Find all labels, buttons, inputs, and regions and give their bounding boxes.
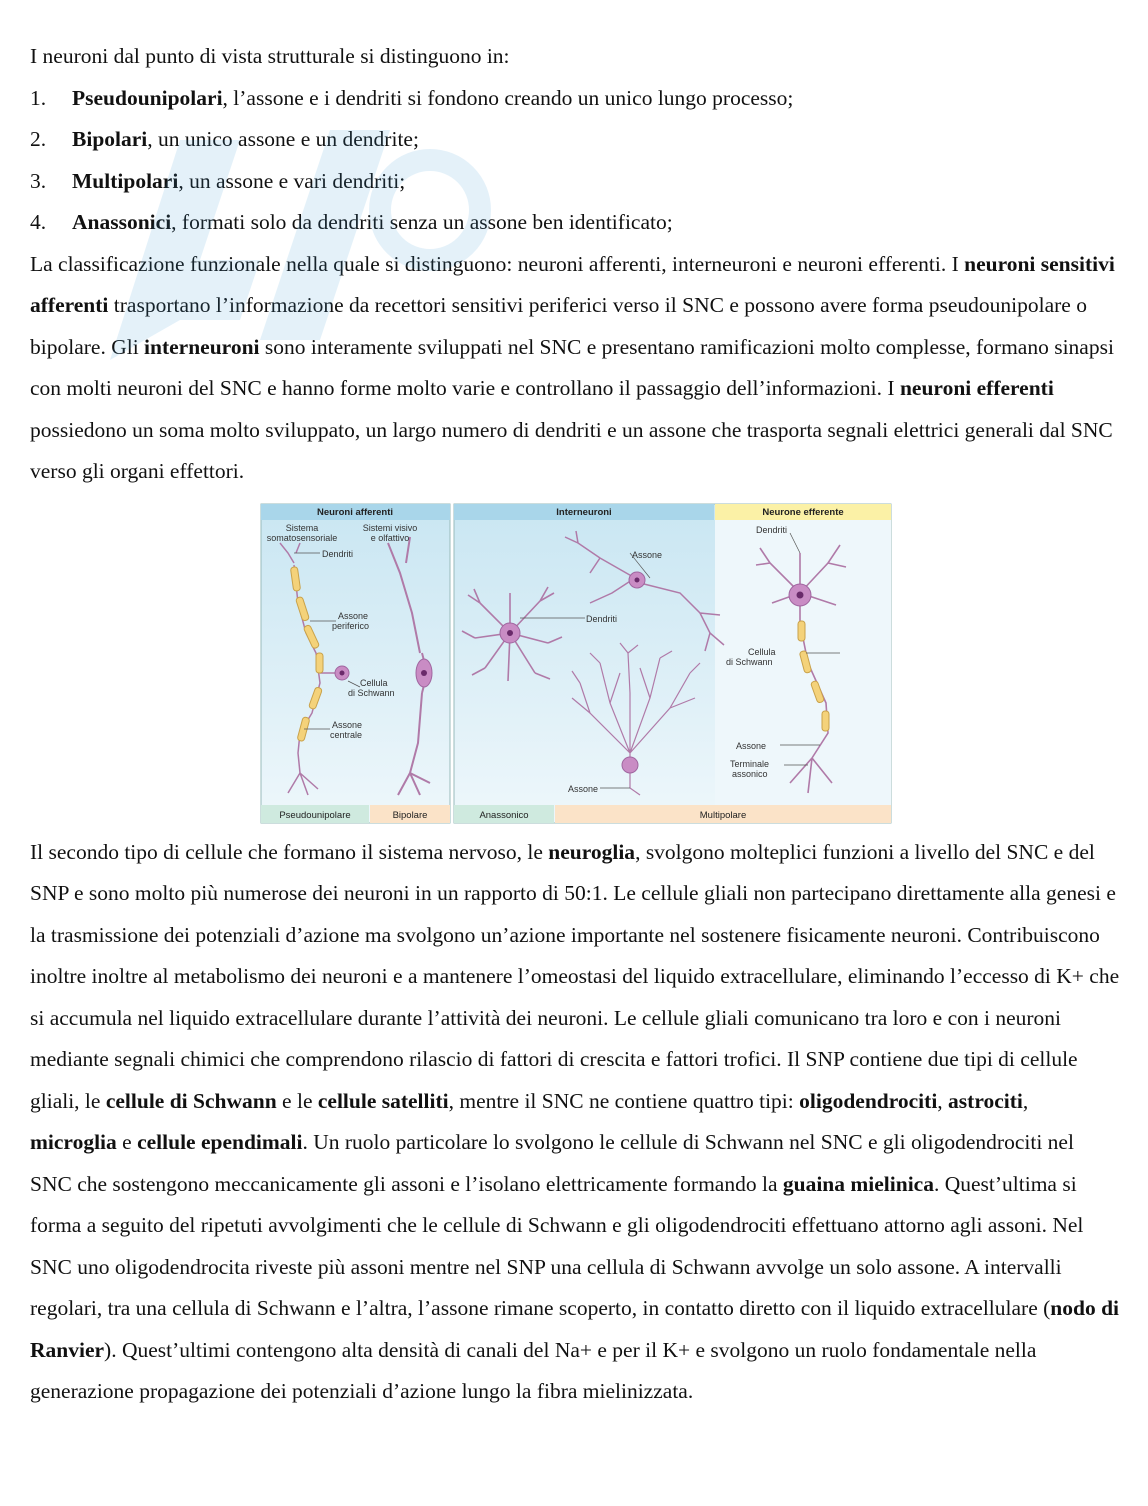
list-item: 2. Bipolari, un unico assone e un dendrite; (30, 127, 419, 151)
svg-text:Dendriti: Dendriti (756, 524, 788, 535)
neuron-diagram (260, 503, 892, 824)
list-item: 4. Anassonici, formati solo da dendriti senza un assone ben identificato; (30, 210, 673, 234)
svg-text:Dendriti: Dendriti (586, 613, 618, 624)
svg-text:centrale: centrale (330, 729, 363, 740)
svg-text:Dendriti: Dendriti (322, 548, 354, 559)
list-item: 1. Pseudounipolari, l’assone e i dendriti si fondono creando un unico lungo processo; (30, 85, 794, 110)
svg-text:e olfattivo: e olfattivo (370, 532, 410, 543)
svg-text:di Schwann: di Schwann (726, 656, 773, 667)
svg-text:Assone: Assone (736, 740, 767, 751)
neuron-structure-list (30, 78, 1120, 244)
footer-pseudounipolare: Pseudounipolare (279, 809, 351, 821)
footer-multipolare: Multipolare (699, 809, 747, 821)
svg-text:periferico: periferico (332, 620, 370, 631)
svg-text:assonico: assonico (732, 768, 768, 779)
svg-text:Terminale: Terminale (730, 758, 770, 769)
svg-text:di Schwann: di Schwann (348, 687, 395, 698)
svg-text:Assone: Assone (568, 783, 599, 794)
svg-text:Assone: Assone (332, 719, 363, 730)
header-afferenti: Neuroni afferenti (316, 506, 394, 518)
svg-text:Cellula: Cellula (360, 677, 388, 688)
list-item: 3. Multipolari, un assone e vari dendriti; (30, 168, 406, 193)
svg-text:somatosensoriale: somatosensoriale (266, 532, 338, 543)
svg-text:Cellula: Cellula (748, 646, 776, 657)
functional-classification-paragraph: La classificazione funzionale nella quale si distinguono: neuroni afferenti, interneuroni e neuroni efferenti. I neuroni sensitivi afferenti trasportano l’informazione da recettori sensitivi periferici verso il SNC e possono avere forma pseudounipolare o bipolare. Gli interneuroni sono interamente sviluppati nel SNC e presentano ramificazioni molto complesse, formano sinapsi con molti neuroni del SNC e hanno forme molto varie e controllano il passaggio dell’informazioni. I neuroni efferenti possiedono un soma molto sviluppato, un largo numero di dendriti e un assone che trasporta segnali elettrici generali dal SNC verso gli organi effettori. (30, 251, 1115, 483)
document-page (30, 36, 1120, 1413)
header-interneuroni: Interneuroni (556, 506, 612, 518)
svg-text:Assone: Assone (338, 610, 369, 621)
svg-text:Sistema: Sistema (285, 522, 319, 533)
intro-text: I neuroni dal punto di vista strutturale si distinguono in: (30, 44, 510, 68)
header-efferente: Neurone efferente (762, 506, 844, 518)
svg-text:Assone: Assone (632, 549, 663, 560)
footer-anassonico: Anassonico (479, 809, 529, 821)
neuroglia-paragraph: Il secondo tipo di cellule che formano il sistema nervoso, le neuroglia, svolgono molteplici funzioni a livello del SNC e del SNP e sono molto più numerose dei neuroni in un rapporto di 50:1. Le cellule gliali non partecipano direttamente alla genesi e la trasmissione dei potenziali d’azione ma svolgono un’azione importante nel sostenere fisicamente neuroni. Contribuiscono inoltre inoltre al metabolismo dei neuroni e a mantenere l’omeostasi del liquido extracellulare, eliminando l’eccesso di K+ che si accumula nel liquido extracellulare durante l’attività dei neuroni. Le cellule gliali comunicano tra loro e con i neuroni mediante segnali chimici che comprendono rilascio di fattori di crescita e fattori trofici. Il SNP contiene due tipi di cellule gliali, le cellule di Schwann e le cellule satelliti, mentre il SNC ne contiene quattro tipi: oligodendrociti, astrociti, microglia e cellule ependimali. Un ruolo particolare lo svolgono le cellule di Schwann nel SNC e gli oligodendrociti nel SNC che sostengono meccanicamente gli assoni e l’isolano elettricamente formando la guaina mielinica. Quest’ultima si forma a seguito del ripetuti avvolgimenti che le cellule di Schwann e gli oligodendrociti effettuano attorno agli assoni. Nel SNC uno oligodendrocita riveste più assoni mentre nel SNP una cellula di Schwann avvolge un solo assone. A intervalli regolari, tra una cellula di Schwann e l’altra, l’assone rimane scoperto, in contatto diretto con il liquido extracellulare (nodo di Ranvier). Quest’ultimi contengono alta densità di canali del Na+ e per il K+ e svolgono un ruolo fondamentale nella generazione propagazione dei potenziali d’azione lungo la fibra mielinizzata. (30, 839, 1120, 1403)
neuron-types-figure (260, 503, 892, 824)
svg-text:Sistemi visivo: Sistemi visivo (362, 522, 418, 533)
footer-bipolare: Bipolare (392, 809, 428, 821)
